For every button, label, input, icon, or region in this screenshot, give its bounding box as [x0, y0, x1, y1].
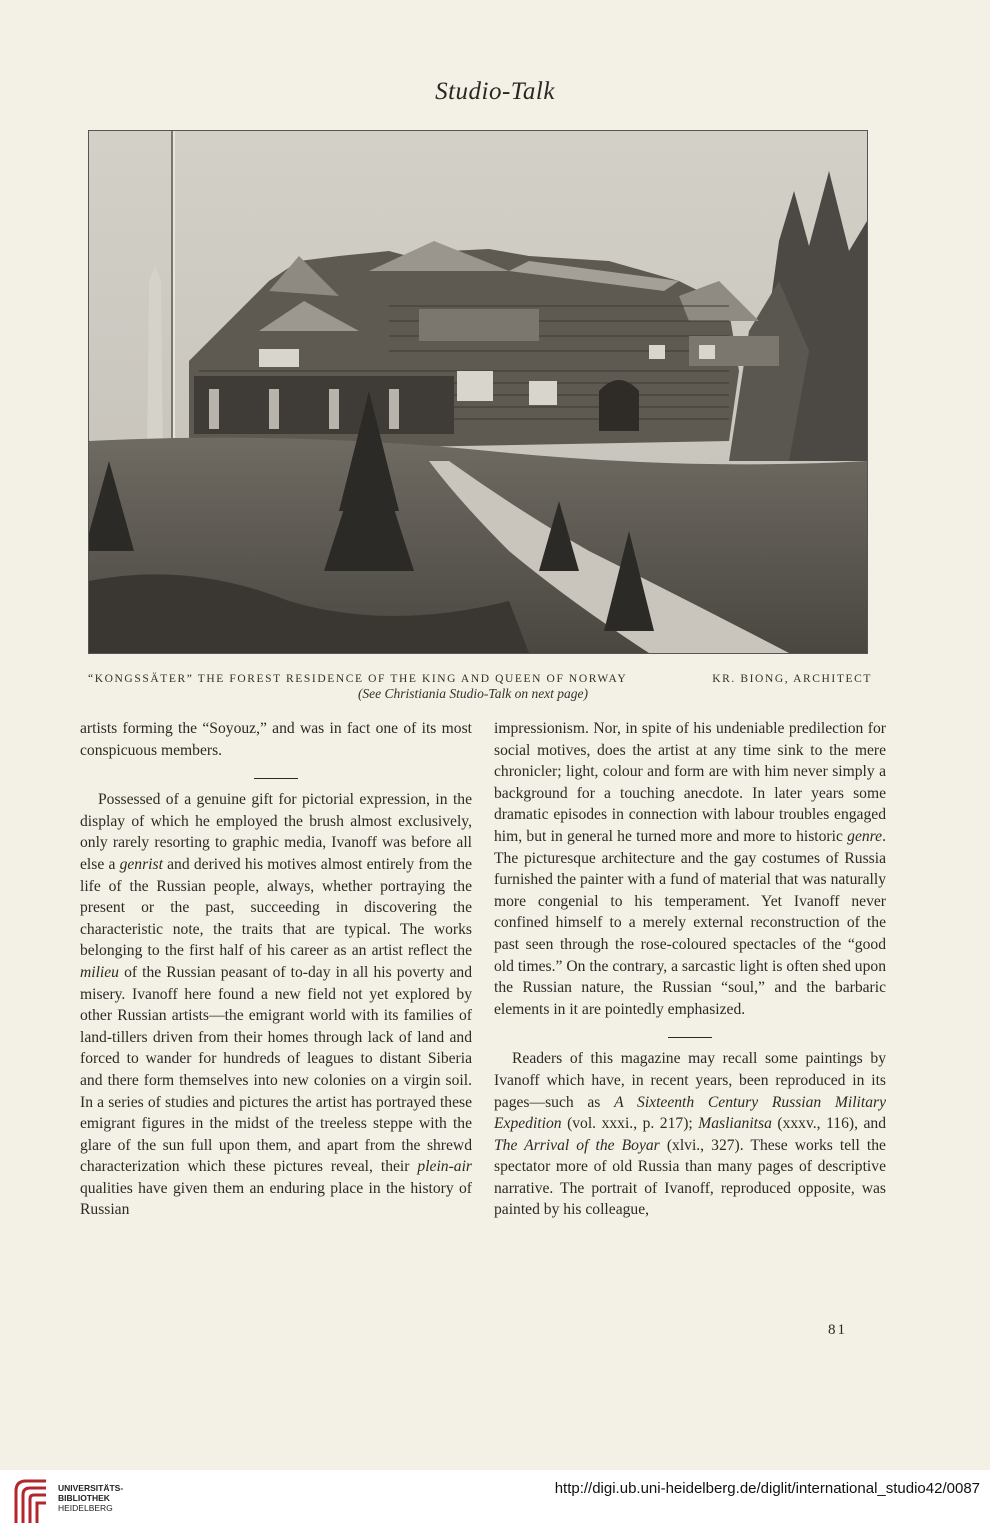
caption-subline: (See Christiania Studio-Talk on next page) [357, 686, 589, 701]
text-run: (xxxv., 116), and [771, 1115, 886, 1133]
photograph-icon [89, 131, 867, 653]
text-run: and derived his motives almost entirely from the life of the Russian people, always, whether portraying the present or the past, succeeding in discovering the characteristic note, the traits that are typical. The works belonging to the first half of his career as an artist reflect the [80, 855, 473, 960]
left-paragraph-2 [80, 789, 472, 1221]
italic-term: genre [847, 827, 883, 845]
artwork-title: Maslianitsa [698, 1115, 772, 1133]
section-divider [668, 1037, 712, 1038]
text-run: (vol. xxxi., p. 217); [561, 1115, 699, 1133]
caption-title: “KONGSSÄTER” THE FOREST RESIDENCE OF THE KING AND QUEEN OF NORWAY [88, 673, 628, 685]
running-head: Studio-Talk [435, 78, 555, 105]
left-paragraph-1: artists forming the “Soyouz,” and was in fact one of its most conspicuous members. [80, 720, 472, 759]
library-name-line: BIBLIOTHEK [58, 1493, 110, 1503]
artwork-title: A Sixteenth Century Russian Military Expedition [494, 1093, 887, 1133]
text-run: impressionism. Nor, in spite of his undeniable predilection for social motives, does the artist at any time sink to the mere chronicler; light, colour and form are with him never simply a background for a touching anecdote. In later years some dramatic episodes in connection with labour troubles engaged him, but in general he turned more and more to historic [494, 720, 886, 845]
page-number: 81 [828, 1322, 847, 1338]
right-column [494, 718, 886, 1221]
library-name-line: HEIDELBERG [58, 1503, 113, 1513]
text-run: Possessed of a genuine gift for pictorial expression, in the display of which he employed the brush almost exclusively, only rarely resorting to graphic media, Ivanoff was before all else a [80, 791, 472, 873]
italic-term: genrist [119, 855, 163, 873]
text-run: of the Russian peasant of to-day in all his poverty and misery. Ivanoff here found a new field not yet explored by other Russian artists—the emigrant world with its families of land-tillers driven from their homes through lack of land and forced to wander for hundreds of leagues to distant Siberia and there form themselves into new colonies on a virgin soil. In a series of studies and pictures the artist has portrayed these emigrant figures in the midst of the treeless steppe with the glare of the sun full upon them, and apart from the shrewd characterization which these pictures reveal, their [80, 963, 472, 1176]
source-url-link[interactable]: http://digi.ub.uni-heidelberg.de/diglit/international_studio42/0087 [554, 1480, 980, 1497]
text-run: Readers of this magazine may recall some paintings by Ivanoff which have, in recent years, been reproduced in its pages—such as [494, 1050, 886, 1111]
library-logo-icon [12, 1477, 50, 1527]
right-paragraph-1 [494, 718, 886, 1020]
text-run: . The picturesque architecture and the gay costumes of Russia furnished the painter with a fund of material that was naturally more congenial to his temperament. Yet Ivanoff never confined himself to a merely external reconstruction of the past seen through the rose-coloured spectacles of the “good old times.” On the contrary, a sarcastic light is often shed upon the Russian nature, the Russian “soul,” and the barbaric elements in it are pointedly emphasized. [494, 827, 886, 1018]
artwork-title: The Arrival of the Boyar [494, 1136, 660, 1154]
right-paragraph-2 [494, 1048, 886, 1221]
photograph-kongssater [88, 130, 868, 654]
digitization-footer [0, 1470, 990, 1540]
italic-term: milieu [80, 963, 119, 981]
library-name [58, 1483, 123, 1513]
caption-credit: KR. BIONG, ARCHITECT [712, 673, 872, 685]
text-run: (xlvi., 327). These works tell the spectator more of old Russia than many pages of descriptive narrative. The portrait of Ivanoff, reproduced opposite, was painted by his colleague, [494, 1136, 886, 1219]
left-column [80, 718, 472, 1221]
italic-term: plein-air [417, 1158, 472, 1176]
section-divider [254, 778, 298, 779]
text-run: qualities have given them an enduring place in the history of Russian [80, 1179, 472, 1219]
library-name-line: UNIVERSITÄTS- [58, 1483, 124, 1493]
